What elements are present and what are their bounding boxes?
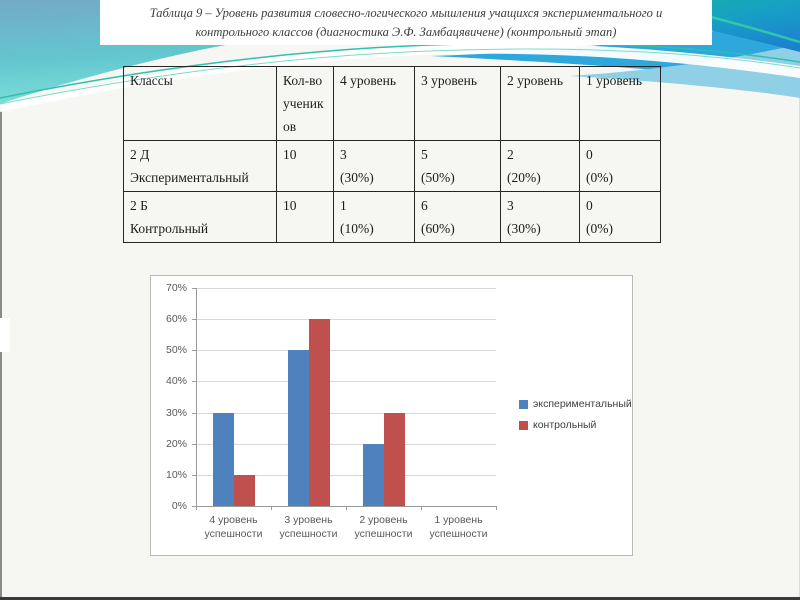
table-cell: 2 Б Контрольный — [124, 192, 277, 243]
gridline — [196, 444, 496, 445]
y-axis-line — [196, 288, 197, 506]
table-cell: 3 (30%) — [501, 192, 580, 243]
gridline — [196, 288, 496, 289]
table-cell: 10 — [277, 141, 334, 192]
gridline — [196, 319, 496, 320]
slide-title-line2: контрольного классов (диагностика Э.Ф. Замбацявичене) (контрольный этап) — [195, 25, 617, 39]
x-tick — [196, 506, 197, 510]
y-tick-label: 70% — [165, 282, 187, 294]
gridline — [196, 350, 496, 351]
bar-experimental — [288, 350, 309, 506]
table-cell: 2 (20%) — [501, 141, 580, 192]
x-tick — [421, 506, 422, 510]
y-tick-label: 10% — [165, 468, 187, 481]
legend-swatch-icon — [519, 400, 528, 409]
legend-label: экспериментальный — [533, 398, 632, 410]
column-header: Кол-во учеников — [277, 67, 334, 141]
column-header: 1 уровень — [580, 67, 661, 141]
table-cell: 2 Д Экспериментальный — [124, 141, 277, 192]
bar-control — [384, 413, 405, 506]
y-tick-label: 30% — [165, 406, 187, 419]
y-tick-label: 20% — [165, 437, 187, 450]
bar-control — [234, 475, 255, 506]
table-cell: 1 (10%) — [334, 192, 415, 243]
y-tick-label: 60% — [165, 313, 187, 326]
bar-control — [309, 319, 330, 506]
y-tick-label: 50% — [165, 344, 187, 357]
x-category-label: 1 уровень успешности — [429, 514, 488, 540]
x-tick — [271, 506, 272, 510]
bar-chart — [150, 275, 633, 556]
y-tick-label: 0% — [171, 500, 187, 512]
table-cell: 3 (30%) — [334, 141, 415, 192]
x-tick — [346, 506, 347, 510]
table-cell: 10 — [277, 192, 334, 243]
results-table — [123, 66, 661, 243]
x-tick — [496, 506, 497, 510]
table-cell: 0 (0%) — [580, 141, 661, 192]
table-cell: 0 (0%) — [580, 192, 661, 243]
y-tick-label: 40% — [165, 375, 187, 388]
column-header: 2 уровень — [501, 67, 580, 141]
x-category-label: 4 уровень успешности — [204, 514, 263, 540]
table-row — [124, 141, 661, 192]
chart-legend — [519, 398, 632, 440]
table-row — [124, 192, 661, 243]
title-box — [100, 0, 712, 45]
column-header: 3 уровень — [415, 67, 501, 141]
x-category-label: 2 уровень успешности — [354, 514, 413, 540]
table-body — [124, 141, 661, 243]
left-edge-tab — [0, 318, 10, 352]
bar-experimental — [363, 444, 384, 506]
bar-experimental — [213, 413, 234, 506]
legend-label: контрольный — [533, 419, 597, 431]
column-header: 4 уровень — [334, 67, 415, 141]
gridline — [196, 381, 496, 382]
table-cell: 5 (50%) — [415, 141, 501, 192]
table-cell: 6 (60%) — [415, 192, 501, 243]
x-category-label: 3 уровень успешности — [279, 514, 338, 540]
slide-title-line1: Таблица 9 – Уровень развития словесно-логического мышления учащихся экспериментального и — [149, 6, 663, 20]
legend-item — [519, 398, 632, 410]
legend-swatch-icon — [519, 421, 528, 430]
legend-item — [519, 419, 632, 431]
table-head-row — [124, 67, 661, 141]
column-header: Классы — [124, 67, 277, 141]
gridline — [196, 413, 496, 414]
